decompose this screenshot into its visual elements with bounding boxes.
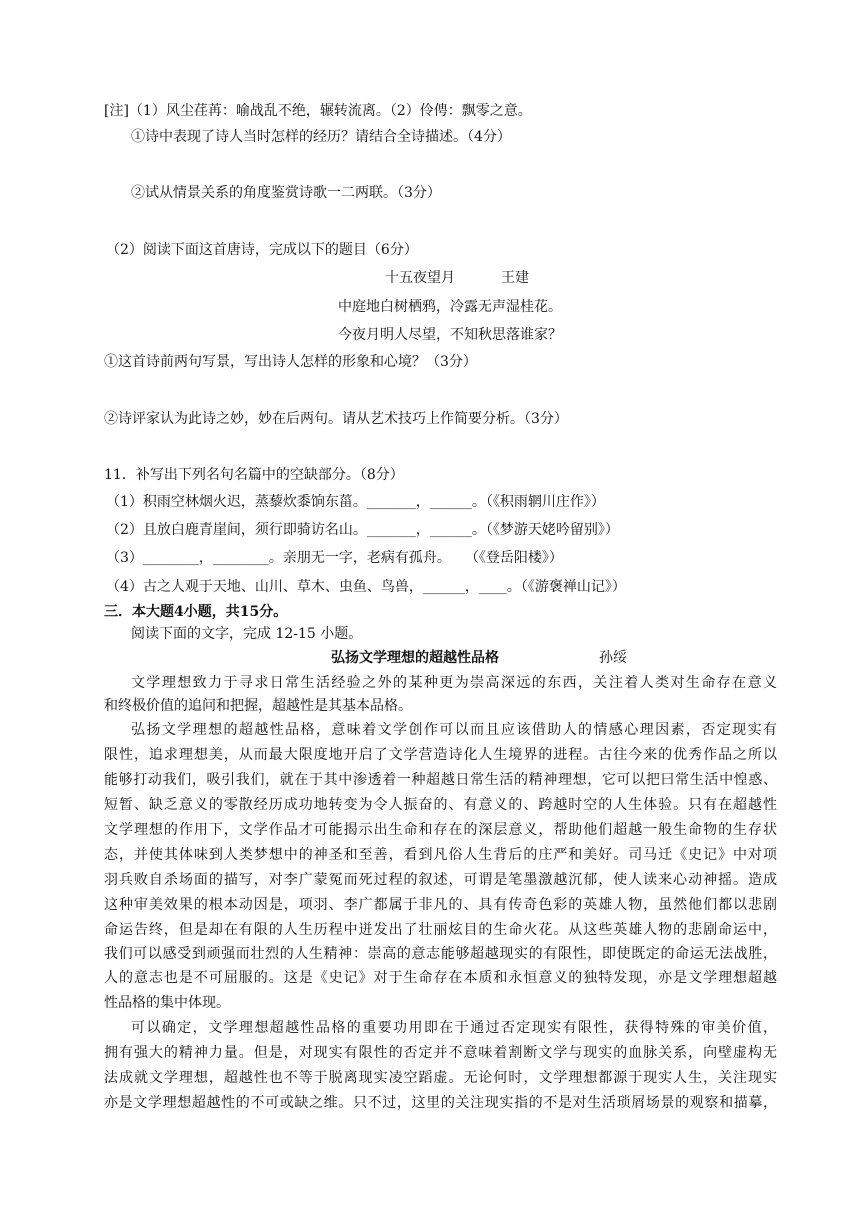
question-2: ②试从情景关系的角度鉴赏诗歌一二两联。（3分） (131, 185, 441, 201)
poem-question-1: ①这首诗前两句写景，写出诗人怎样的形象和心境？（3分） (104, 354, 477, 370)
poem-title: 十五夜望月 (385, 270, 455, 286)
q11-item: （4）古之人观于天地、山川、草木、虫鱼、鸟兽，______，____。（《游褒禅山记》） (106, 579, 626, 595)
article-line: 文学理想致力于寻求日常生活经验之外的某种更为崇高深远的东西，关注着人类对生命存在意义 (131, 675, 777, 691)
poem-author: 王建 (501, 270, 529, 286)
article-line: 性品格的集中体现。 (104, 995, 230, 1011)
article-title: 弘扬文学理想的超越性品格 (331, 650, 499, 666)
article-line: 我们可以感受到顽强而壮烈的人生精神：崇高的意志能够超越现实的有限性，即使既定的命运无法战胜， (104, 946, 777, 962)
q11-heading: 11．补写出下列名句名篇中的空缺部分。（8分） (104, 467, 404, 483)
poem-question-2: ②诗评家认为此诗之妙，妙在后两句。请从艺术技巧上作简要分析。（3分） (104, 411, 568, 427)
article-line: 这种审美效果的根本动因是，项羽、李广都属于非凡的、具有传奇色彩的英雄人物，虽然他们都以悲剧 (104, 897, 777, 913)
article-line: 法成就文学理想，超越性也不等于脱离现实凌空蹈虚。无论何时，文学理想都源于现实人生，关注现实 (104, 1070, 777, 1086)
poem-line-2: 今夜月明人尽望，不知秋思落谁家？ (338, 327, 562, 343)
q11-item: （1）积雨空林烟火迟，蒸藜炊黍饷东菑。_______，______。（《积雨辋川庄作》） (106, 494, 605, 510)
article-line: 文学理想的作用下，文学作品才可能揭示出生命和存在的深层意义，帮助他们超越一般生命物的生存状 (104, 822, 777, 838)
article-line: 弘扬文学理想的超越性品格，意味着文学创作可以而且应该借助人的情感心理因素，否定现实有 (131, 722, 777, 738)
article-line: 拥有强大的精神力量。但是，对现实有限性的否定并不意味着割断文学与现实的血脉关系，向壁虚构无 (104, 1045, 777, 1061)
article-line: 命运告终，但是却在有限的人生历程中迸发出了壮丽炫目的生命火花。从这些英雄人物的悲剧命运中， (104, 922, 777, 938)
article-line: 亦是文学理想超越性的不可或缺之维。只不过，这里的关注现实指的不是对生活琐屑场景的观察和描摹， (104, 1095, 777, 1111)
article-line: 和终极价值的追问和把握，超越性是其基本品格。 (104, 698, 412, 714)
poem-notes: [注]（1）风尘荏苒：喻战乱不绝，辗转流离。（2）伶俜：飘零之意。 (104, 103, 532, 119)
article-line: 人的意志也是不可屈服的。这是《史记》对于生命存在本质和永恒意义的独特发现，亦是文学理想超越 (104, 970, 777, 986)
poem-section-intro: （2）阅读下面这首唐诗，完成以下的题目（6分） (106, 242, 418, 258)
article-line: 可以确定，文学理想超越性品格的重要功用即在于通过否定现实有限性，获得特殊的审美价值， (131, 1020, 777, 1036)
article-line: 限性，追求理想美，从而最大限度地开启了文学营造诗化人生境界的进程。古往今来的优秀作品之所以 (104, 747, 777, 763)
q11-item: （3）________，________。亲朋无一字，老病有孤舟。 （《登岳阳楼》） (106, 550, 563, 566)
question-1: ①诗中表现了诗人当时怎样的经历？请结合全诗描述。（4分） (131, 129, 511, 145)
article-line: 能够打动我们，吸引我们，就在于其中渗透着一种超越日常生活的精神理想，它可以把曰常生活中惶惑、 (104, 772, 777, 788)
section-3-instruction: 阅读下面的文字，完成 12-15 小题。 (131, 626, 363, 642)
article-line: 羽兵败自杀场面的描写，对李广蒙冤而死过程的叙述，可谓是笔墨激越沉郁，使人读来心动神摇。造成 (104, 872, 777, 888)
q11-item: （2）且放白鹿青崖间，须行即骑访名山。_______，______。（《梦游天姥吟留别》） (106, 522, 619, 538)
poem-line-1: 中庭地白树栖鸦，冷露无声湿桂花。 (338, 299, 562, 315)
article-line: 态，并使其体味到人类梦想中的神圣和至善，看到凡俗人生背后的庄严和美好。司马迁《史记》中对项 (104, 847, 777, 863)
section-3-heading: 三．本大题4小题，共15分。 (104, 604, 288, 620)
article-line: 短暂、缺乏意义的零散经历成功地转变为令人振奋的、有意义的、跨越时空的人生体验。只有在超越性 (104, 797, 777, 813)
article-author: 孙绥 (599, 650, 627, 666)
